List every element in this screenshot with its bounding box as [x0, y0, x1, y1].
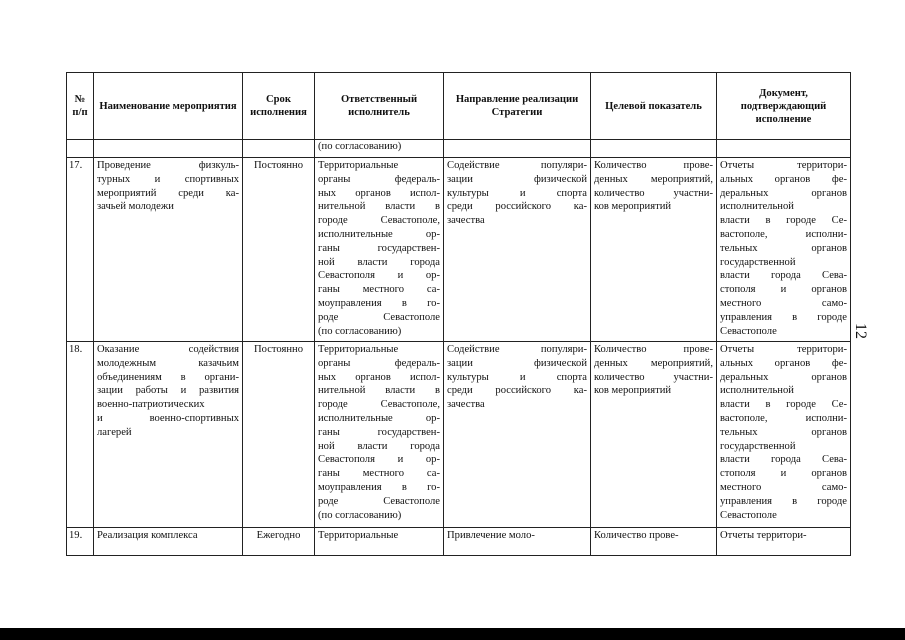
cell-target-line: количество участни- — [594, 371, 713, 383]
measures-table — [66, 72, 851, 556]
cell-document-line: управления в городе — [720, 311, 847, 323]
cell-responsible-line: городе Севастополе, — [318, 399, 440, 411]
cell-target — [591, 140, 717, 158]
cell-document-line: тельных органов — [720, 242, 847, 254]
cell-responsible-line: исполнительные ор- — [318, 228, 440, 240]
cell-responsible: (по согласованию) — [315, 140, 444, 158]
cell-responsible-line: нительной власти в — [318, 385, 440, 397]
cell-document — [717, 528, 851, 556]
cell-target — [591, 158, 717, 342]
cell-responsible-line: органы федераль- — [318, 173, 440, 185]
cell-responsible-line: нительной власти в — [318, 201, 440, 213]
cell-term: Ежегодно — [243, 528, 315, 556]
cell-direction-line: зачества — [447, 215, 485, 227]
cell-target-line: ков мероприятий — [594, 201, 672, 213]
cell-document-line: стополя и органов — [720, 284, 847, 296]
cell-responsible-line: городе Севастополе, — [318, 215, 440, 227]
cell-direction-line: среди российского ка- — [447, 201, 587, 213]
header-responsible: Ответственный исполнитель — [315, 73, 444, 140]
cell-responsible-line: ных органов испол- — [318, 187, 440, 199]
cell-responsible-line: ной власти города — [318, 440, 440, 452]
cell-responsible-line: (по согласованию) — [318, 325, 402, 337]
cell-direction — [444, 140, 591, 158]
cell-direction-line: культуры и спорта — [447, 371, 587, 383]
cell-document-line: Отчеты территори- — [720, 530, 807, 541]
cell-name-line: и военно-спортивных — [97, 412, 239, 424]
cell-document-line: деральных органов — [720, 371, 847, 383]
cell-name-line: военно-патриотических — [97, 399, 205, 411]
cell-document-line: вастополе, исполни- — [720, 412, 847, 424]
cell-name-line: зации работы и развития — [97, 385, 239, 397]
cell-document-line: государственной — [720, 440, 796, 452]
table-header-row — [67, 73, 851, 140]
cell-document-line: местного само- — [720, 297, 847, 309]
cell-document-line: управления в городе — [720, 495, 847, 507]
cell-name-line: Проведение физкуль- — [97, 160, 239, 171]
cell-name-line: турных и спортивных — [97, 173, 239, 185]
cell-document-line: вастополе, исполни- — [720, 228, 847, 240]
cell-target-line: денных мероприятий, — [594, 357, 713, 369]
cell-term: Постоянно — [243, 342, 315, 528]
cell-direction-line: Содействие популяри- — [447, 344, 587, 355]
cell-responsible-line: Севастополя и ор- — [318, 270, 440, 282]
cell-direction — [444, 158, 591, 342]
cell-target-line: ков мероприятий — [594, 385, 672, 397]
cell-direction — [444, 342, 591, 528]
cell-num — [67, 140, 94, 158]
cell-direction-line: Содействие популяри- — [447, 160, 587, 171]
cell-document-line: Севастополе — [720, 325, 777, 337]
cell-responsible-line: Севастополя и ор- — [318, 454, 440, 466]
header-name: Наименование мероприятия — [94, 73, 243, 140]
cell-term: Постоянно — [243, 158, 315, 342]
cell-responsible-line: (по согласованию) — [318, 509, 402, 521]
cell-responsible-line: ной власти города — [318, 256, 440, 268]
cell-name-line: Оказание содействия — [97, 344, 239, 355]
cell-document — [717, 342, 851, 528]
cell-num: 18. — [67, 342, 94, 528]
cell-direction-line: зачества — [447, 399, 485, 411]
cell-responsible-line: ганы государствен- — [318, 426, 440, 438]
table-row — [67, 158, 851, 342]
cell-responsible-line: ных органов испол- — [318, 371, 440, 383]
cell-direction-line: культуры и спорта — [447, 187, 587, 199]
cell-document — [717, 158, 851, 342]
cell-document-line: государственной — [720, 256, 796, 268]
cell-direction-line: зации физической — [447, 357, 587, 369]
cell-term — [243, 140, 315, 158]
scan-bottom-border — [0, 628, 905, 640]
cell-document-line: власти города Сева- — [720, 454, 847, 466]
cell-document-line: стополя и органов — [720, 468, 847, 480]
cell-document-line: исполнительной — [720, 201, 794, 213]
cell-responsible — [315, 158, 444, 342]
cell-name-line: лагерей — [97, 426, 132, 438]
cell-direction — [444, 528, 591, 556]
cell-name-line: Реализация комплекса — [97, 530, 198, 541]
cell-responsible-line: моуправления в го- — [318, 297, 440, 309]
cell-responsible-line: Территориальные — [318, 530, 399, 541]
cell-responsible-line: ганы местного са- — [318, 468, 440, 480]
cell-document-line: альных органов фе- — [720, 173, 847, 185]
cell-responsible-line: исполнительные ор- — [318, 412, 440, 424]
cell-name — [94, 342, 243, 528]
cell-target-line: количество участни- — [594, 187, 713, 199]
cell-target-line: Количество прове- — [594, 530, 679, 541]
cell-document-line: Отчеты территори- — [720, 344, 847, 355]
cell-responsible-line: Территориальные — [318, 344, 399, 355]
cell-responsible-line: роде Севастополе — [318, 495, 440, 507]
cell-direction-line: Привлечение моло- — [447, 530, 535, 541]
cell-responsible-line: Территориальные — [318, 160, 399, 171]
cell-document-line: власти города Сева- — [720, 270, 847, 282]
cell-responsible — [315, 342, 444, 528]
cell-document-line: местного само- — [720, 481, 847, 493]
cell-num: 19. — [67, 528, 94, 556]
cell-responsible — [315, 528, 444, 556]
cell-document-line: деральных органов — [720, 187, 847, 199]
cell-name — [94, 140, 243, 158]
cell-responsible-line: моуправления в го- — [318, 481, 440, 493]
page-number: 12 — [852, 323, 869, 339]
header-term: Срок исполнения — [243, 73, 315, 140]
cell-document-line: власти в городе Се- — [720, 215, 847, 227]
cell-name — [94, 528, 243, 556]
cell-num: 17. — [67, 158, 94, 342]
cell-responsible-line: ганы государствен- — [318, 242, 440, 254]
cell-responsible-line: органы федераль- — [318, 357, 440, 369]
cell-name — [94, 158, 243, 342]
cell-document — [717, 140, 851, 158]
cell-document-line: исполнительной — [720, 385, 794, 397]
cell-name-line: мероприятий среди ка- — [97, 187, 239, 199]
table-row — [67, 528, 851, 556]
header-document: Документ, подтверждающий исполнение — [717, 73, 851, 140]
cell-target — [591, 342, 717, 528]
cell-name-line: зачьей молодежи — [97, 201, 174, 213]
cell-responsible-line: ганы местного са- — [318, 284, 440, 296]
continuation-row — [67, 140, 851, 158]
cell-name-line: молодежным казачьим — [97, 357, 239, 369]
cell-responsible-line: роде Севастополе — [318, 311, 440, 323]
cell-document-line: Отчеты территори- — [720, 160, 847, 171]
header-direction: Направление реализации Стратегии — [444, 73, 591, 140]
cell-document-line: власти в городе Се- — [720, 399, 847, 411]
header-target: Целевой показатель — [591, 73, 717, 140]
cell-direction-line: среди российского ка- — [447, 385, 587, 397]
cell-target-line: Количество прове- — [594, 160, 713, 171]
cell-document-line: тельных органов — [720, 426, 847, 438]
cell-document-line: альных органов фе- — [720, 357, 847, 369]
cell-direction-line: зации физической — [447, 173, 587, 185]
measures-table-container — [66, 72, 851, 569]
cell-target-line: денных мероприятий, — [594, 173, 713, 185]
header-num: № п/п — [67, 73, 94, 140]
table-row — [67, 342, 851, 528]
cell-name-line: объединениям в органи- — [97, 371, 239, 383]
cell-target — [591, 528, 717, 556]
cell-target-line: Количество прове- — [594, 344, 713, 355]
cell-document-line: Севастополе — [720, 509, 777, 521]
